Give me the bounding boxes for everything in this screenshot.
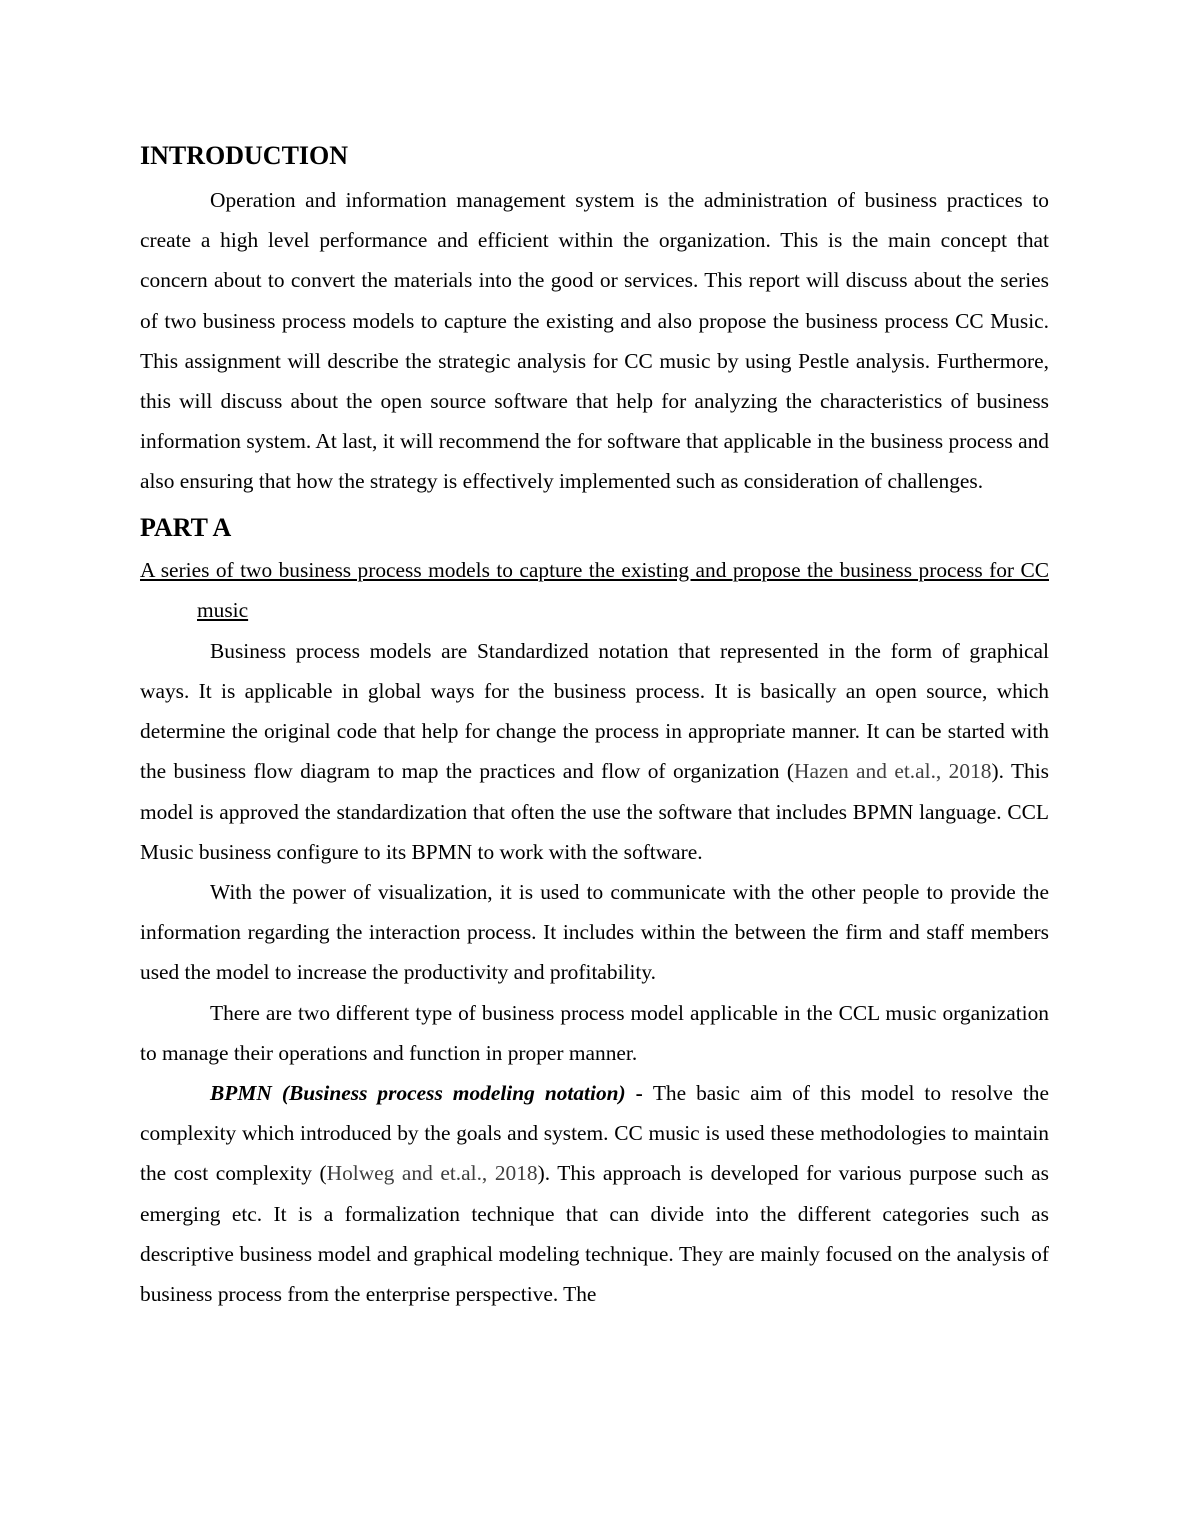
introduction-paragraph: Operation and information management system is the administration of business practices to create a high level performance and efficient within the organization. This is the main concept that concern about to convert the materials into the good or services. This report will discuss about the series of two business process models to capture the existing and also propose the business process CC Music. This assignment will describe the strategic analysis for CC music by using Pestle analysis. Furthermore, this will discuss about the open source software that help for analyzing the characteristics of business information system. At last, it will recommend the for software that applicable in the business process and also ensuring that how the strategy is effectively implemented such as consideration of challenges. xyxy=(140,188,1049,494)
part-a-heading: PART A xyxy=(140,512,232,542)
bpmn-term: BPMN (Business process modeling notation) xyxy=(210,1081,626,1106)
citation-holweg: Holweg and et.al., 2018 xyxy=(326,1161,538,1186)
bpm-paragraph-text-start: Business process models are Standardized notation that represented in the form of graphical ways. It is applicable in global ways for the business process. It is basically an open source, which determine the original code that help for change the process in appropriate manner. It can be started with the business flow diagram to map the practices and flow of organization ( xyxy=(140,638,1049,784)
citation-hazen: Hazen and et.al., 2018 xyxy=(794,759,992,784)
bpm-paragraph-text-end: ). This model is approved the standardization that often the use the software that includes BPMN language. CCL Music business configure to its BPMN to work with the software. xyxy=(140,759,1049,864)
bpmn-paragraph xyxy=(140,1073,1049,1314)
introduction-heading: INTRODUCTION xyxy=(140,141,349,170)
model-types-paragraph: There are two different type of business process model applicable in the CCL music organization to manage their operations and function in proper manner. xyxy=(140,1000,1049,1065)
bpmn-dash: - xyxy=(625,1081,653,1106)
document-page xyxy=(140,138,1049,1314)
bpm-paragraph xyxy=(140,631,1049,872)
bpmn-paragraph-text-end: ). This approach is developed for various purpose such as emerging etc. It is a formalization technique that can divide into the different categories such as descriptive business model and graphical modeling technique. They are mainly focused on the analysis of business process from the enterprise perspective. The xyxy=(140,1161,1049,1307)
part-a-subheading: A series of two business process models to capture the existing and propose the business process for CC music xyxy=(140,557,1049,623)
visualization-paragraph: With the power of visualization, it is used to communicate with the other people to provide the information regarding the interaction process. It includes within the between the firm and staff members used the model to increase the productivity and profitability. xyxy=(140,880,1049,985)
bpmn-paragraph-text-start: The basic aim of this model to resolve the complexity which introduced by the goals and system. CC music is used these methodologies to maintain the cost complexity ( xyxy=(140,1081,1049,1186)
